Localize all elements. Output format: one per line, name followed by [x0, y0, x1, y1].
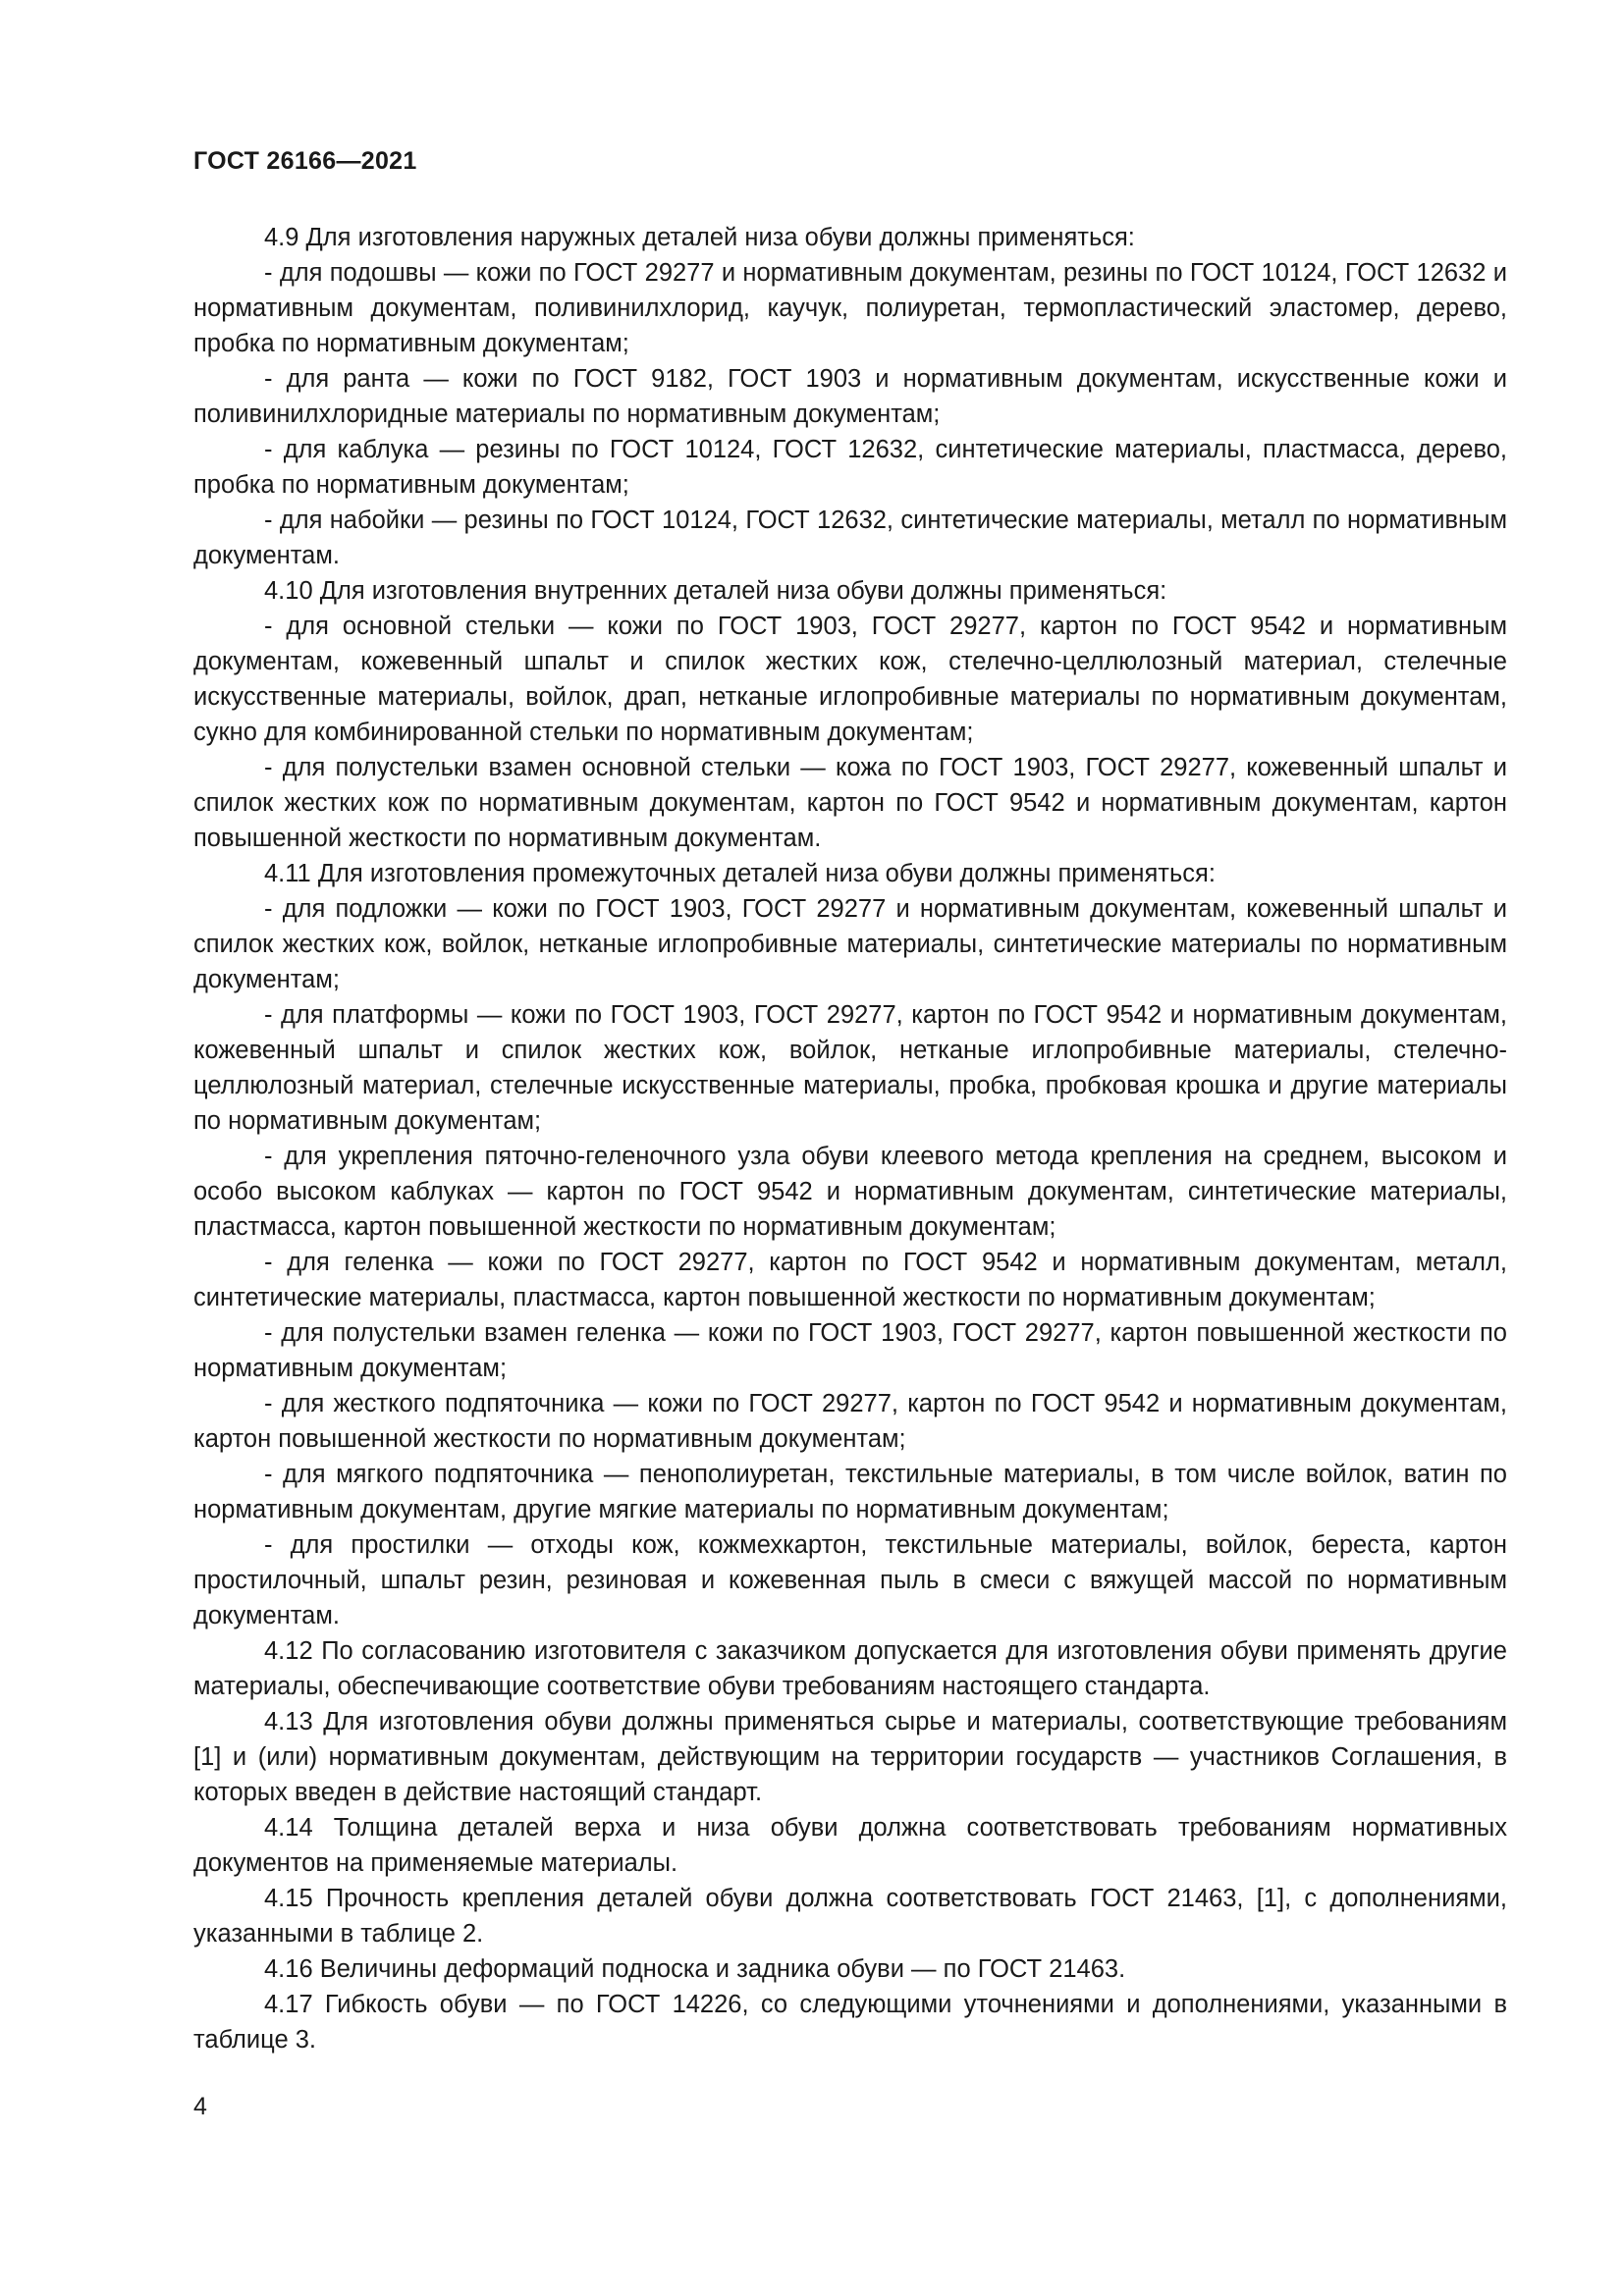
list-item-half-insole-shank: - для полустельки взамен геленка — кожи по ГОСТ 1903, ГОСТ 29277, картон повышенной жесткости по нормативным документам; — [193, 1319, 1507, 1382]
list-item-soft-heel-pad: - для мягкого подпяточника — пенополиуретан, текстильные материалы, в том числе войлок, ватин по нормативным документам, другие мягкие материалы по нормативным документам; — [193, 1461, 1507, 1523]
list-item-underlay: - для подложки — кожи по ГОСТ 1903, ГОСТ 29277 и нормативным документам, кожевенный шпальт и спилок жестких кож, войлок, нетканые иглопробивные материалы, синтетические материалы по нормативным документам; — [193, 895, 1507, 993]
paragraph-4-17: 4.17 Гибкость обуви — по ГОСТ 14226, со следующими уточнениями и дополнениями, указанными в таблице 3. — [193, 1991, 1507, 2054]
document-header: ГОСТ 26166—2021 — [193, 147, 417, 175]
paragraph-4-13: 4.13 Для изготовления обуви должны применяться сырье и материалы, соответствующие требованиям [1] и (или) нормативным документам, действующим на территории государств — участников Соглашения, в которых введен в действие настоящий стандарт. — [193, 1708, 1507, 1806]
paragraph-4-11: 4.11 Для изготовления промежуточных деталей низа обуви должны применяться: — [264, 860, 1216, 887]
document-body — [193, 220, 1507, 2057]
list-item-filler: - для простилки — отходы кож, кожмехкартон, текстильные материалы, войлок, береста, картон простилочный, шпальт резин, резиновая и кожевенная пыль в смеси с вяжущей массой по нормативным документам. — [193, 1531, 1507, 1629]
list-item-insole: - для основной стельки — кожи по ГОСТ 1903, ГОСТ 29277, картон по ГОСТ 9542 и нормативным документам, кожевенный шпальт и спилок жестких кож, стелечно-целлюлозный материал, стелечные искусственные материалы, войлок, драп, нетканые иглопробивные материалы по нормативным документам, сукно для комбинированной стельки по нормативным документам; — [193, 613, 1507, 746]
list-item-shank: - для геленка — кожи по ГОСТ 29277, картон по ГОСТ 9542 и нормативным документам, металл, синтетические материалы, пластмасса, картон повышенной жесткости по нормативным документам; — [193, 1249, 1507, 1311]
list-item-rigid-heel-pad: - для жесткого подпяточника — кожи по ГОСТ 29277, картон по ГОСТ 9542 и нормативным документам, картон повышенной жесткости по нормативным документам; — [193, 1390, 1507, 1453]
paragraph-4-9: 4.9 Для изготовления наружных деталей низа обуви должны применяться: — [264, 224, 1135, 251]
paragraph-4-14: 4.14 Толщина деталей верха и низа обуви должна соответствовать требованиям нормативных документов на применяемые материалы. — [193, 1814, 1507, 1877]
list-item-heel-reinforcement: - для укрепления пяточно-геленочного узла обуви клеевого метода крепления на среднем, высоком и особо высоком каблуках — картон по ГОСТ 9542 и нормативным документам, синтетические материалы, пластмасса, картон повышенной жесткости по нормативным документам; — [193, 1143, 1507, 1241]
paragraph-4-16: 4.16 Величины деформаций подноска и задника обуви — по ГОСТ 21463. — [264, 1955, 1126, 1983]
list-item-half-insole: - для полустельки взамен основной стельки — кожа по ГОСТ 1903, ГОСТ 29277, кожевенный шпальт и спилок жестких кож по нормативным документам, картон по ГОСТ 9542 и нормативным документам, картон повышенной жесткости по нормативным документам. — [193, 754, 1507, 852]
list-item-heel-tip: - для набойки — резины по ГОСТ 10124, ГОСТ 12632, синтетические материалы, металл по нормативным документам. — [193, 507, 1507, 569]
list-item-sole: - для подошвы — кожи по ГОСТ 29277 и нормативным документам, резины по ГОСТ 10124, ГОСТ 12632 и нормативным документам, поливинилхлорид, каучук, полиуретан, термопластический эластомер, дерево, пробка по нормативным документам; — [193, 259, 1507, 357]
paragraph-4-10: 4.10 Для изготовления внутренних деталей низа обуви должны применяться: — [264, 577, 1167, 605]
list-item-heel: - для каблука — резины по ГОСТ 10124, ГОСТ 12632, синтетические материалы, пластмасса, дерево, пробка по нормативным документам; — [193, 436, 1507, 499]
paragraph-4-12: 4.12 По согласованию изготовителя с заказчиком допускается для изготовления обуви применять другие материалы, обеспечивающие соответствие обуви требованиям настоящего стандарта. — [193, 1637, 1507, 1700]
list-item-platform: - для платформы — кожи по ГОСТ 1903, ГОСТ 29277, картон по ГОСТ 9542 и нормативным документам, кожевенный шпальт и спилок жестких кож, войлок, нетканые иглопробивные материалы, стелечно-целлюлозный материал, стелечные искусственные материалы, пробка, пробковая крошка и другие материалы по нормативным документам; — [193, 1001, 1507, 1135]
list-item-welt: - для ранта — кожи по ГОСТ 9182, ГОСТ 1903 и нормативным документам, искусственные кожи и поливинилхлоридные материалы по нормативным документам; — [193, 365, 1507, 428]
paragraph-4-15: 4.15 Прочность крепления деталей обуви должна соответствовать ГОСТ 21463, [1], с дополнениями, указанными в таблице 2. — [193, 1885, 1507, 1948]
page-number: 4 — [193, 2093, 207, 2120]
